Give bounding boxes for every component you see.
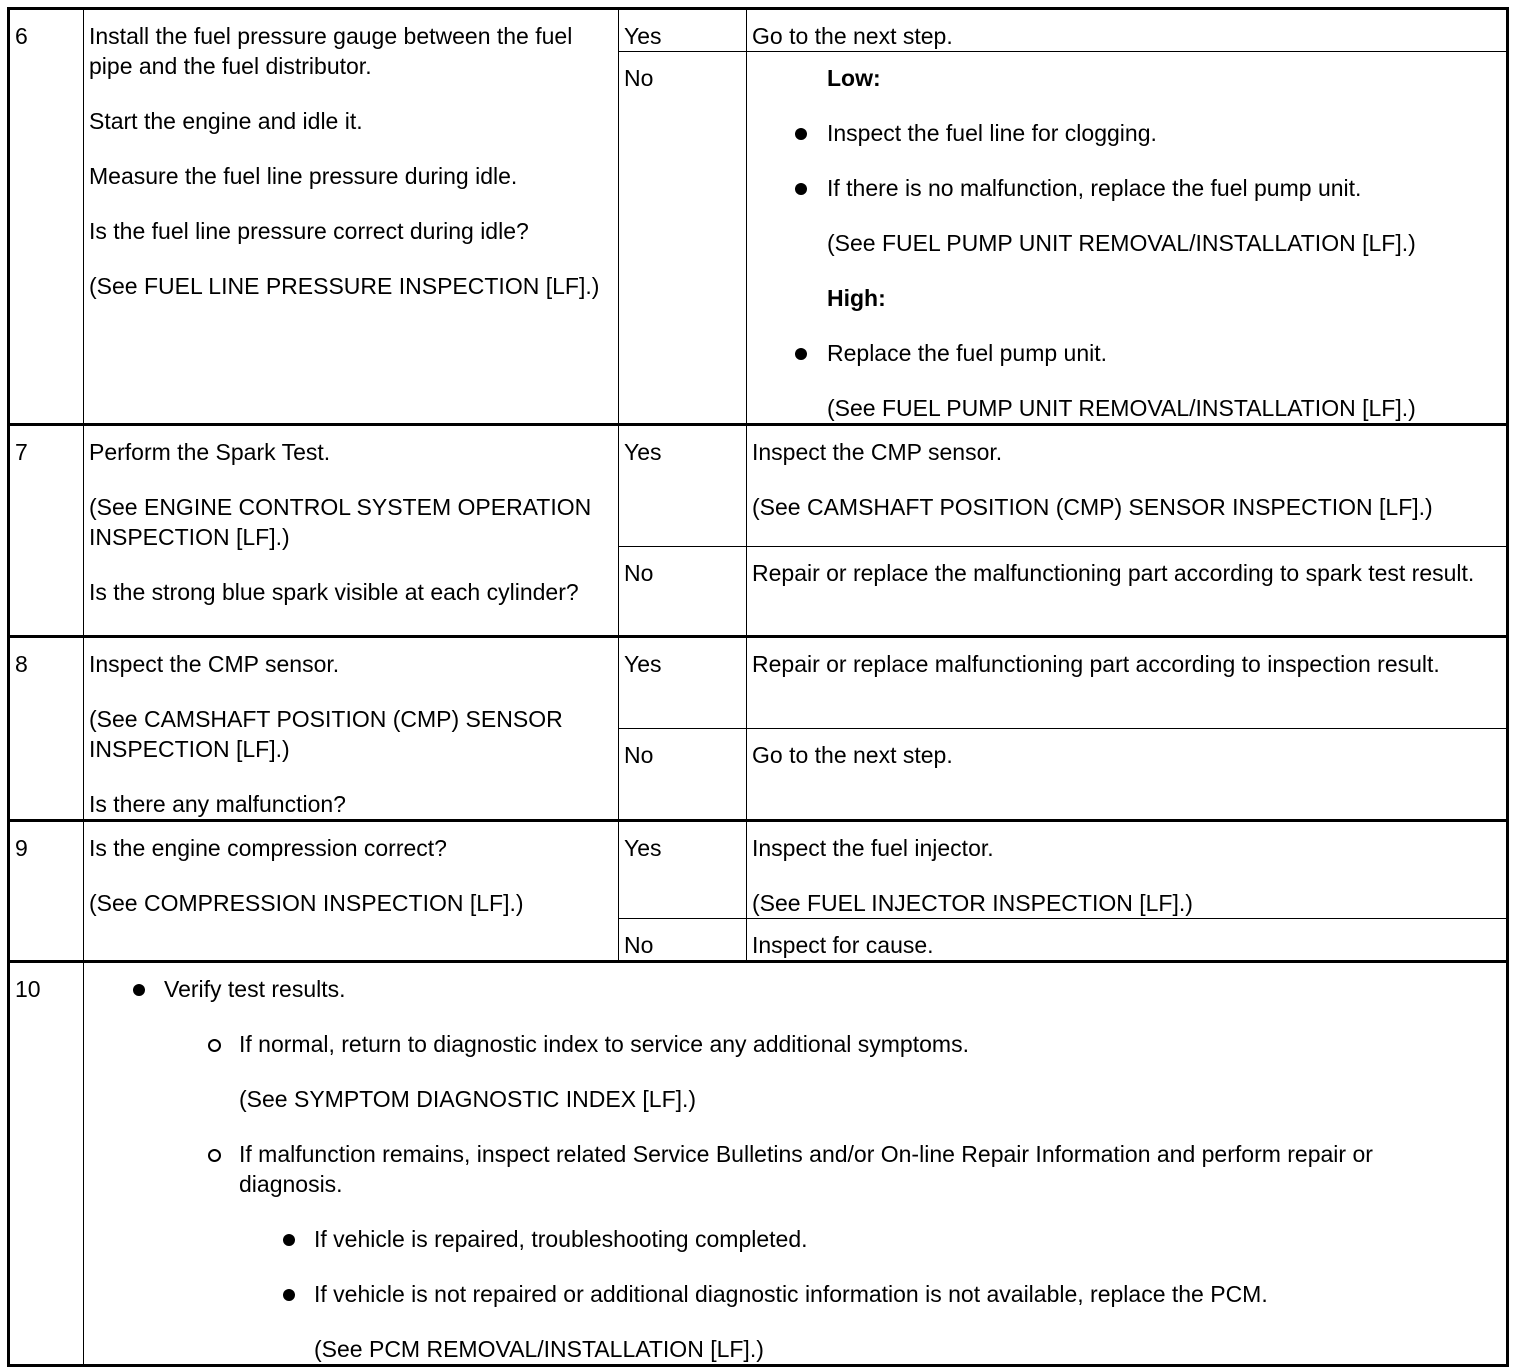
step-8-yes-row <box>9 637 1508 729</box>
step-6-yes-row <box>9 9 1508 52</box>
inspection-cell <box>84 637 619 821</box>
inspection-text: Inspect the CMP sensor. <box>89 651 340 677</box>
reference-text: (See SYMPTOM DIAGNOSTIC INDEX [LF].) <box>239 1086 697 1112</box>
yes-label: Yes <box>619 821 747 919</box>
step-number: 9 <box>9 821 84 962</box>
yes-action <box>747 637 1508 729</box>
step-number: 7 <box>9 425 84 637</box>
reference-text: (See FUEL PUMP UNIT REMOVAL/INSTALLATION [LF].) <box>827 230 1416 256</box>
step-9-yes-row <box>9 821 1508 919</box>
inspection-text: Start the engine and idle it. <box>89 108 363 134</box>
reference-text: (See CAMSHAFT POSITION (CMP) SENSOR INSPECTION [LF].) <box>752 494 1433 520</box>
inspection-text: Install the fuel pressure gauge between the fuel pipe and the fuel distributor. <box>89 23 573 79</box>
reference-text: (See FUEL PUMP UNIT REMOVAL/INSTALLATION [LF].) <box>827 395 1416 421</box>
no-action <box>747 729 1508 821</box>
inspection-question: Is the engine compression correct? <box>89 835 447 861</box>
inspection-question: Is the fuel line pressure correct during idle? <box>89 218 529 244</box>
bullet-item: Replace the fuel pump unit. <box>752 338 1500 368</box>
reference-text: (See CAMSHAFT POSITION (CMP) SENSOR INSPECTION [LF].) <box>89 706 563 762</box>
bullet-item: Inspect the fuel line for clogging. <box>752 118 1500 148</box>
reference-text: (See PCM REMOVAL/INSTALLATION [LF].) <box>314 1336 764 1362</box>
low-heading: Low: <box>827 65 881 91</box>
yes-label: Yes <box>619 425 747 547</box>
action-text: Repair or replace malfunctioning part according to inspection result. <box>752 651 1440 677</box>
high-heading: High: <box>827 285 886 311</box>
step-number: 6 <box>9 9 84 425</box>
step-10-row <box>9 962 1508 1366</box>
bullet-item: Verify test results. <box>89 974 1500 1004</box>
yes-action <box>747 9 1508 52</box>
diagnostic-table <box>7 7 1509 1367</box>
action-text: Go to the next step. <box>752 742 953 768</box>
inspection-question: Is there any malfunction? <box>89 791 346 817</box>
no-label: No <box>619 547 747 637</box>
step-7-yes-row <box>9 425 1508 547</box>
yes-action <box>747 425 1508 547</box>
bullet-item: If there is no malfunction, replace the fuel pump unit. <box>752 173 1500 203</box>
reference-text: (See FUEL LINE PRESSURE INSPECTION [LF].) <box>89 273 600 299</box>
step-number: 10 <box>9 962 84 1366</box>
action-text: Go to the next step. <box>752 23 953 49</box>
no-label: No <box>619 919 747 962</box>
yes-action <box>747 821 1508 919</box>
inspection-question: Is the strong blue spark visible at each cylinder? <box>89 579 579 605</box>
inspection-cell <box>84 425 619 637</box>
verify-cell <box>84 962 1508 1366</box>
no-action <box>747 52 1508 425</box>
action-text: Inspect the fuel injector. <box>752 835 994 861</box>
sub-bullet-item: If malfunction remains, inspect related Service Bulletins and/or On-line Repair Information and perform repair or diagnosis. <box>89 1139 1500 1199</box>
action-text: Inspect for cause. <box>752 932 934 958</box>
step-number: 8 <box>9 637 84 821</box>
inspection-cell <box>84 821 619 962</box>
no-label: No <box>619 52 747 425</box>
no-action <box>747 547 1508 637</box>
action-text: Inspect the CMP sensor. <box>752 439 1003 465</box>
nested-bullet-item: If vehicle is repaired, troubleshooting completed. <box>89 1224 1500 1254</box>
inspection-text: Measure the fuel line pressure during idle. <box>89 163 518 189</box>
no-action <box>747 919 1508 962</box>
inspection-text: Perform the Spark Test. <box>89 439 331 465</box>
reference-text: (See COMPRESSION INSPECTION [LF].) <box>89 890 524 916</box>
nested-bullet-item: If vehicle is not repaired or additional diagnostic information is not available, replace the PCM. <box>89 1279 1500 1309</box>
no-label: No <box>619 729 747 821</box>
reference-text: (See ENGINE CONTROL SYSTEM OPERATION INSPECTION [LF].) <box>89 494 592 550</box>
inspection-cell <box>84 9 619 425</box>
sub-bullet-item: If normal, return to diagnostic index to service any additional symptoms. <box>89 1029 1500 1059</box>
reference-text: (See FUEL INJECTOR INSPECTION [LF].) <box>752 890 1193 916</box>
action-text: Repair or replace the malfunctioning part according to spark test result. <box>752 560 1475 586</box>
yes-label: Yes <box>619 637 747 729</box>
yes-label: Yes <box>619 9 747 52</box>
